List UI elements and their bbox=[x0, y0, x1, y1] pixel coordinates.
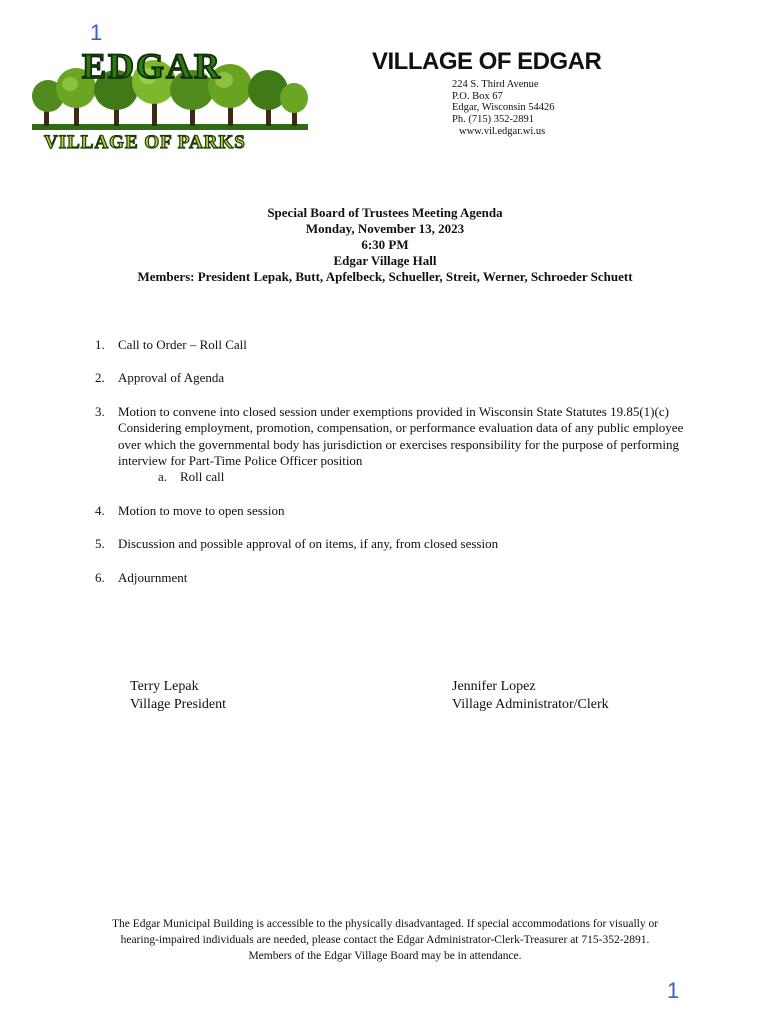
agenda-item-text: Motion to convene into closed session under exemptions provided in Wisconsin State Statutes 19.85(1)(c) Considering employment, promotion, compensation, or performance evaluation data of any public employee over which the governmental body has jurisdiction or exercises responsibility for the purpose of performing interview for Part-Time Police Officer position bbox=[118, 403, 684, 469]
accessibility-footer bbox=[0, 916, 770, 964]
signatory-name: Jennifer Lopez bbox=[452, 679, 536, 694]
meeting-time: 6:30 PM bbox=[361, 237, 409, 252]
agenda-item-number: 1. bbox=[95, 337, 105, 352]
agenda-item-text: Call to Order – Roll Call bbox=[118, 337, 247, 352]
village-title: VILLAGE OF EDGAR bbox=[372, 48, 602, 75]
page-number-top: 1 bbox=[90, 20, 103, 45]
agenda-item-number: 4. bbox=[95, 502, 105, 518]
agenda-item bbox=[95, 503, 695, 519]
signatory-title: Village Administrator/Clerk bbox=[452, 697, 609, 712]
agenda-item bbox=[95, 536, 695, 552]
agenda-item-number: 6. bbox=[95, 569, 105, 585]
address-line: 224 S. Third Avenue bbox=[452, 79, 539, 90]
agenda-subitem-letter: a. bbox=[158, 469, 168, 485]
footer-line: hearing-impaired individuals are needed, please contact the Edgar Administrator-Clerk-Treasurer at 715-352-2891. bbox=[120, 934, 650, 946]
website-link[interactable]: www.vil.edgar.wi.us bbox=[459, 125, 546, 137]
signature-block-clerk bbox=[452, 678, 609, 714]
agenda-subitem bbox=[118, 469, 695, 485]
agenda-item-number: 5. bbox=[95, 536, 105, 552]
logo-top-text: EDGAR bbox=[82, 46, 223, 86]
agenda-item bbox=[95, 337, 695, 353]
meeting-date: Monday, November 13, 2023 bbox=[305, 221, 465, 236]
signatory-title: Village President bbox=[130, 697, 226, 712]
agenda-item bbox=[95, 404, 695, 486]
signatory-name: Terry Lepak bbox=[130, 679, 199, 694]
agenda-item bbox=[95, 370, 695, 386]
agenda-item-number: 3. bbox=[95, 403, 105, 419]
address-line: P.O. Box 67 bbox=[452, 90, 503, 102]
agenda-item-number: 2. bbox=[95, 370, 105, 386]
agenda-list bbox=[95, 337, 695, 603]
meeting-location: Edgar Village Hall bbox=[333, 253, 437, 268]
agenda-item-text: Discussion and possible approval of on items, if any, from closed session bbox=[118, 536, 499, 552]
footer-line: The Edgar Municipal Building is accessible to the physically disadvantaged. If special accommodations for visually or bbox=[111, 918, 659, 930]
signature-block-president bbox=[130, 678, 226, 714]
agenda-item-text: Adjournment bbox=[118, 569, 188, 585]
meeting-members: Members: President Lepak, Butt, Apfelbeck, Schueller, Streit, Werner, Schroeder Schuett bbox=[137, 269, 633, 284]
footer-line: Members of the Edgar Village Board may be in attendance. bbox=[248, 950, 522, 962]
agenda-item-text: Motion to move to open session bbox=[118, 502, 285, 518]
edgar-village-of-parks-logo bbox=[30, 44, 310, 154]
page-number-bottom: 1 bbox=[667, 978, 680, 1003]
agenda-item-text: Approval of Agenda bbox=[118, 370, 225, 386]
address-line: Edgar, Wisconsin 54426 bbox=[452, 102, 555, 114]
meeting-heading bbox=[0, 205, 770, 285]
agenda-subitem-text: Roll call bbox=[180, 469, 225, 485]
logo-bottom-text: VILLAGE OF PARKS bbox=[44, 132, 246, 153]
phone-line: Ph. (715) 352-2891 bbox=[452, 114, 534, 126]
meeting-title: Special Board of Trustees Meeting Agenda bbox=[267, 205, 503, 220]
agenda-item bbox=[95, 570, 695, 586]
address-block bbox=[452, 79, 555, 138]
